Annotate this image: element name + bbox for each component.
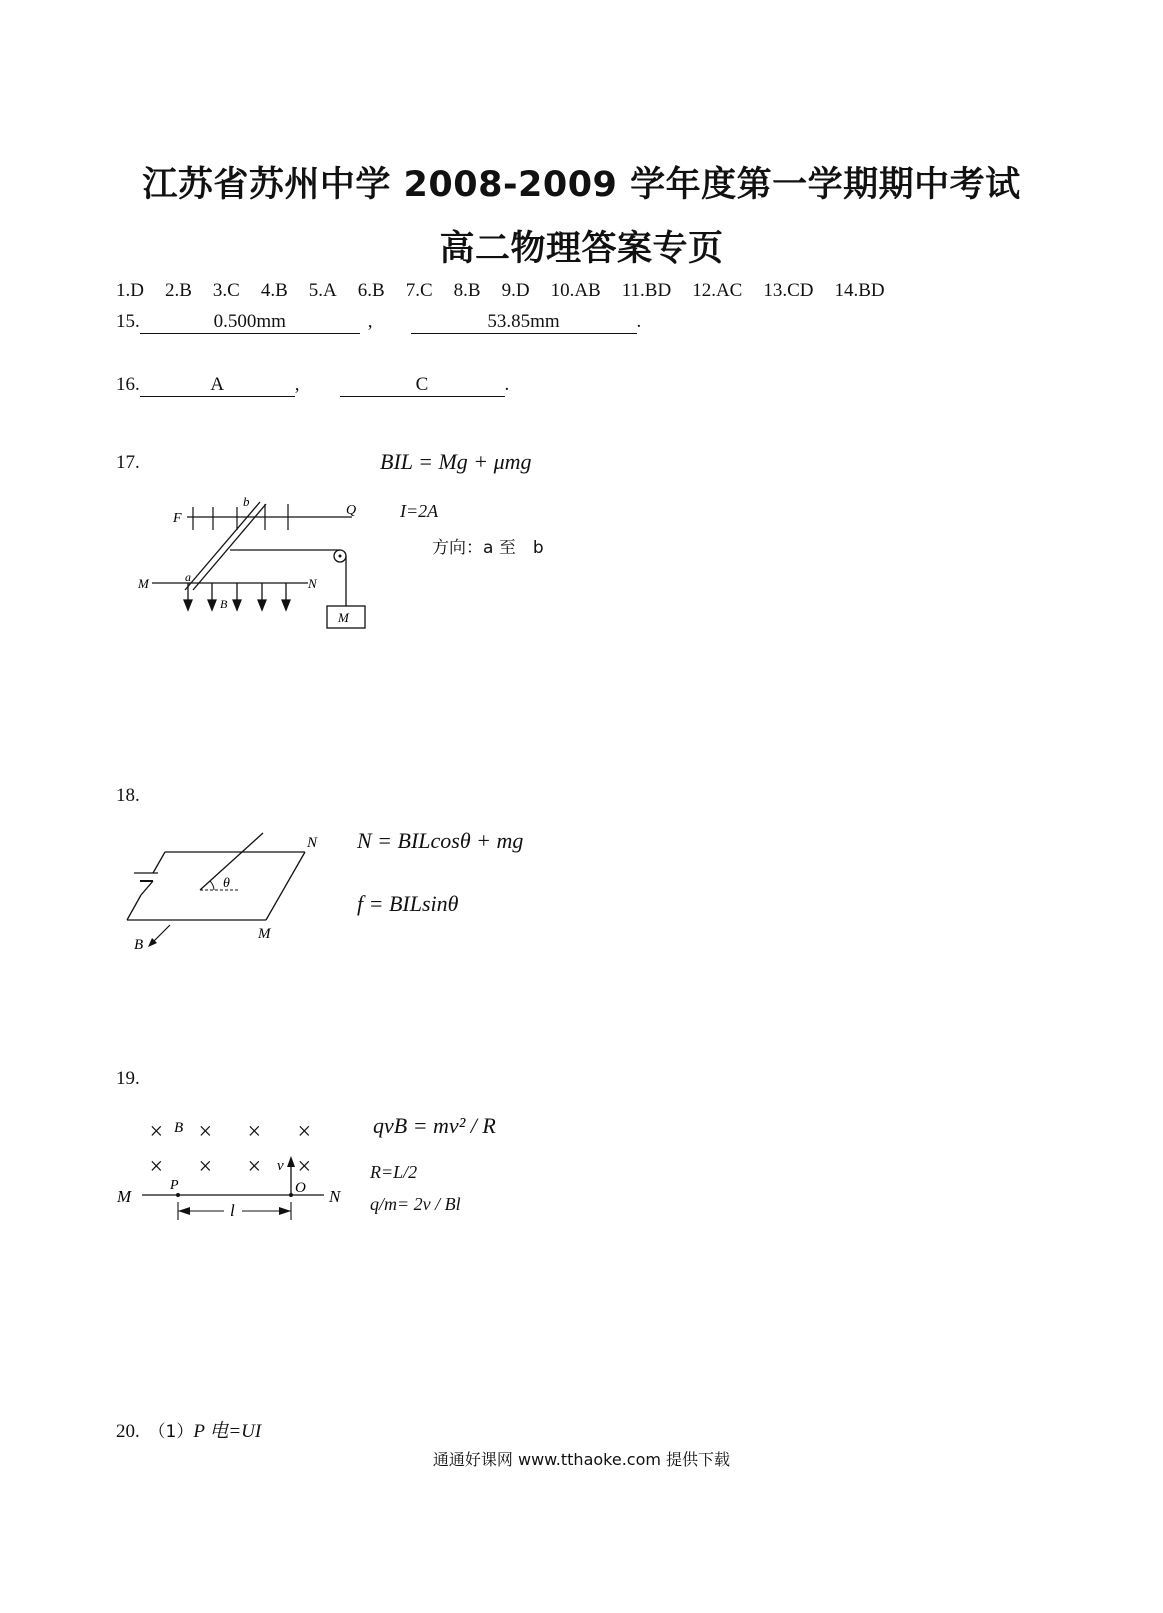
q17-label-B: B — [220, 597, 228, 611]
q17-label-F: F — [173, 511, 182, 526]
choice-answer: 10.AB — [550, 280, 601, 301]
page-title-line1: 江苏省苏州中学 2008-2009 学年度第一学期期中考试 — [142, 165, 1021, 205]
q18-figure — [120, 825, 335, 955]
q18-rod — [200, 833, 263, 890]
q18-label-B: B — [134, 937, 144, 953]
q20-formula: P 电=UI — [193, 1421, 262, 1442]
svg-text:×: × — [197, 1154, 214, 1180]
choice-answer: 13.CD — [763, 280, 814, 301]
q19-number: 19. — [116, 1068, 140, 1089]
q18-label-theta: θ — [223, 876, 230, 891]
q16-line — [116, 374, 509, 397]
q17-current: I=2A — [400, 501, 439, 521]
choice-answer: 2.B — [164, 280, 192, 301]
q17-label-b: b — [243, 494, 250, 509]
svg-text:×: × — [246, 1154, 263, 1180]
choice-answer: 3.C — [212, 280, 240, 301]
q19-field-crosses — [148, 1119, 312, 1180]
q16-separator: , — [294, 374, 300, 395]
svg-text:×: × — [148, 1154, 165, 1180]
q16-end: . — [504, 374, 510, 395]
q19-label-N: N — [329, 1187, 341, 1206]
q17-label-Q: Q — [346, 503, 357, 518]
choice-answer: 11.BD — [621, 280, 672, 301]
q19-formula-3: q/m= 2v / Bl — [370, 1194, 461, 1214]
q17-number: 17. — [116, 452, 140, 473]
q19-formula-1: qvB = mv² / R — [373, 1113, 496, 1138]
choice-answer: 8.B — [453, 280, 481, 301]
choice-answer: 14.BD — [834, 280, 885, 301]
q17-rod — [185, 502, 260, 590]
svg-text:×: × — [148, 1119, 165, 1145]
q17-field-arrows-bottom — [184, 583, 290, 610]
q17-label-N: N — [308, 576, 317, 591]
q17-formula: BIL = Mg + μmg — [380, 449, 532, 474]
choice-answers-row — [116, 280, 906, 302]
choice-answer: 4.B — [260, 280, 288, 301]
choice-answer: 12.AC — [692, 280, 743, 301]
choice-answer: 5.A — [308, 280, 337, 301]
svg-text:×: × — [197, 1119, 214, 1145]
svg-text:×: × — [296, 1154, 313, 1180]
q15-answer-1: 0.500mm — [140, 311, 360, 334]
q19-label-v: v — [277, 1158, 284, 1174]
q18-number: 18. — [116, 785, 140, 806]
q17-label-M: M — [138, 576, 149, 591]
q17-label-a: a — [185, 570, 191, 584]
q20-part: （1） — [148, 1422, 194, 1442]
q15-separator: , — [367, 311, 373, 332]
q15-answer-2: 53.85mm — [411, 311, 637, 334]
q20-line — [116, 1416, 261, 1443]
q18-label-M: M — [258, 926, 271, 942]
q15-line — [116, 311, 641, 334]
q19-label-O: O — [295, 1180, 306, 1196]
q15-number: 15. — [116, 311, 140, 332]
q20-number: 20. — [116, 1421, 140, 1442]
q18-formula-1: N = BILcosθ + mg — [357, 828, 524, 853]
q17-direction: 方向：a 至 b — [432, 538, 544, 558]
q19-figure — [112, 1112, 352, 1227]
q15-end: . — [636, 311, 642, 332]
q19-label-M: M — [117, 1187, 132, 1206]
q19-label-B: B — [174, 1120, 184, 1136]
q17-label-box-M: M — [338, 610, 349, 625]
svg-text:×: × — [296, 1119, 313, 1145]
q19-formula-2: R=L/2 — [370, 1162, 418, 1182]
svg-text:×: × — [246, 1119, 263, 1145]
choice-answer: 9.D — [501, 280, 530, 301]
q16-answer-2: C — [340, 374, 505, 397]
page-footer: 通通好课网 www.tthaoke.com 提供下载 — [432, 1450, 731, 1469]
choice-answer: 7.C — [405, 280, 433, 301]
choice-answer: 1.D — [116, 280, 144, 301]
q16-answer-1: A — [140, 374, 295, 397]
q18-right-edge — [266, 852, 305, 920]
page-title-line2: 高二物理答案专页 — [439, 229, 724, 269]
q16-number: 16. — [116, 374, 140, 395]
q19-point-P — [176, 1193, 180, 1197]
q17-figure — [130, 490, 380, 635]
q18-label-N: N — [307, 835, 318, 851]
choice-answer: 6.B — [357, 280, 385, 301]
q18-formula-2: f = BILsinθ — [357, 891, 459, 916]
q19-label-l: l — [230, 1201, 235, 1220]
q19-label-P: P — [170, 1178, 179, 1193]
